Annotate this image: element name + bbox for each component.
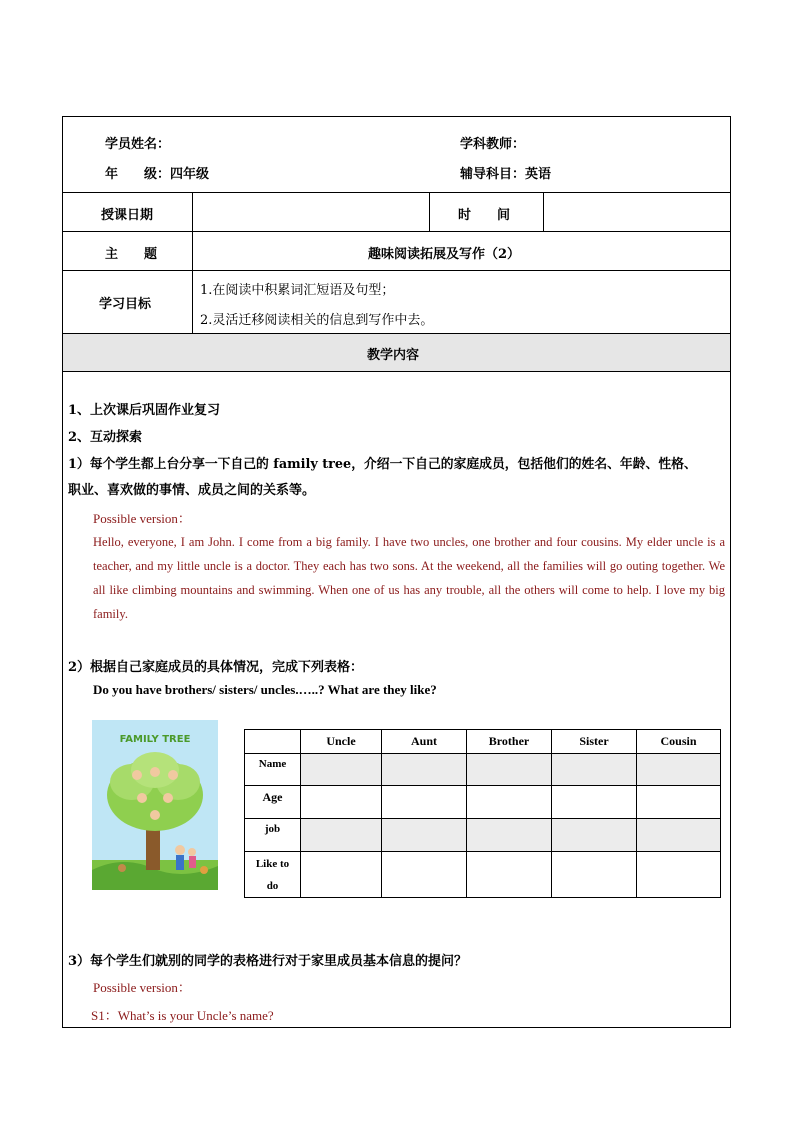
- topic-value: 趣味阅读拓展及写作（2）: [368, 247, 521, 262]
- goal-item: 2.灵活迁移阅读相关的信息到写作中去。: [200, 313, 434, 328]
- header-row: [63, 117, 730, 193]
- table-cell[interactable]: [301, 754, 382, 786]
- grade-label: 年 级：四年级: [105, 167, 210, 182]
- column-header: Brother: [467, 730, 552, 754]
- table-cell[interactable]: [467, 852, 552, 898]
- schedule-row: [63, 193, 730, 232]
- content-header-row: [63, 334, 730, 372]
- column-header: Sister: [552, 730, 637, 754]
- table-cell[interactable]: [467, 786, 552, 819]
- goals-row: [63, 271, 730, 334]
- table-cell[interactable]: [301, 819, 382, 852]
- possible-version-label: Possible version：: [93, 511, 191, 526]
- section-review: 1、上次课后巩固作业复习: [68, 403, 221, 418]
- row-label: Name: [245, 754, 301, 786]
- time-label: 时 间: [458, 208, 511, 223]
- table-cell[interactable]: [301, 786, 382, 819]
- question-2: 2）根据自己家庭成员的具体情况，完成下列表格：: [68, 660, 364, 675]
- topic-label: 主 题: [105, 247, 158, 262]
- column-header: Cousin: [637, 730, 721, 754]
- table-cell[interactable]: [467, 819, 552, 852]
- family-tree-image: [92, 720, 218, 890]
- table-cell[interactable]: [467, 754, 552, 786]
- sample-paragraph: Hello, everyone, I am John. I come from a big family. I have two uncles, one brother and four cousins. My elder uncle is a teacher, and my little uncle is a doctor. They each has two sons. At the weekend, all the families will go outing together. We all like climbing mountains and swimming. When one of us has any trouble, all the others will come to help. I love my big family.: [93, 535, 725, 621]
- table-cell[interactable]: [382, 852, 467, 898]
- table-cell[interactable]: [552, 754, 637, 786]
- question-1-line1: 1）每个学生都上台分享一下自己的 family tree，介绍一下自己的家庭成员，包括他们的姓名、年龄、性格、: [68, 457, 697, 472]
- student-name-label: 学员姓名：: [105, 137, 171, 152]
- section-explore: 2、互动探索: [68, 430, 143, 445]
- table-cell[interactable]: [382, 786, 467, 819]
- table-cell[interactable]: [637, 754, 721, 786]
- subject-label: 辅导科目：英语: [460, 167, 552, 182]
- goal-item: 1.在阅读中积累词汇短语及句型；: [200, 283, 395, 298]
- table-cell[interactable]: [637, 786, 721, 819]
- question-2-prompt: Do you have brothers/ sisters/ uncles.…..? What are they like?: [93, 682, 437, 697]
- question-1-line2: 职业、喜欢做的事情、成员之间的关系等。: [68, 483, 316, 498]
- row-label: Age: [245, 786, 301, 819]
- table-cell[interactable]: [552, 786, 637, 819]
- topic-row: [63, 232, 730, 271]
- lesson-plan-table: [62, 116, 731, 1028]
- column-header: Aunt: [382, 730, 467, 754]
- table-cell[interactable]: [552, 852, 637, 898]
- table-cell[interactable]: [382, 754, 467, 786]
- content-header: 教学内容: [367, 348, 420, 363]
- table-cell[interactable]: [552, 819, 637, 852]
- goals-label: 学习目标: [99, 297, 152, 312]
- table-corner: [245, 730, 301, 754]
- column-header: Uncle: [301, 730, 382, 754]
- family-tree-title: FAMILY TREE: [119, 734, 191, 745]
- table-cell[interactable]: [637, 852, 721, 898]
- teacher-label: 学科教师：: [460, 137, 526, 152]
- row-label: job: [245, 819, 301, 852]
- table-cell[interactable]: [382, 819, 467, 852]
- question-3: 3）每个学生们就别的同学的表格进行对于家里成员基本信息的提问？: [68, 954, 468, 969]
- table-cell[interactable]: [637, 819, 721, 852]
- date-label: 授课日期: [101, 208, 154, 223]
- row-label: Like to do: [245, 852, 301, 898]
- family-info-table: [244, 729, 721, 898]
- table-cell[interactable]: [301, 852, 382, 898]
- possible-version-label-2: Possible version：: [93, 980, 191, 995]
- sample-question: S1：What’s is your Uncle’s name?: [91, 1008, 274, 1023]
